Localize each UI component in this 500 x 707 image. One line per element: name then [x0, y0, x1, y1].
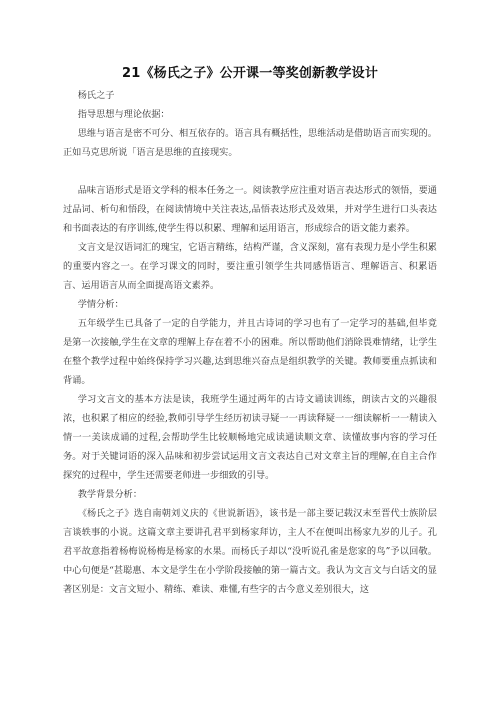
section-heading: 指导思想与理论依据： [77, 109, 170, 120]
paragraph: 五年级学生已具备了一定的自学能力，并且古诗词的学习也有了一定学习的基础,但毕竟是第一次接触,学生在文章的理解上存在着不小的困难。所以帮助他们消除畏难情绪，让学生在整个教学过程中始终保持学习兴趣,达到思维兴奋点是组织教学的关键。教师要重点抓读和背诵。 [63, 318, 437, 386]
paragraph-gap [63, 162, 437, 181]
section-heading: 杨氏之子 [77, 90, 115, 101]
paragraph: 思维与语言是密不可分、相互依存的。语言具有概括性，思维活动是借助语言而实现的。正如马克思所说「语言是思维的直接现实。 [63, 128, 437, 158]
paragraph: 文言文是汉语词汇的瑰宝，它语言精练，结构严谨，含义深刻，富有表现力是小学生积累的重要内容之一。在学习课文的同时，要注重引领学生共同感悟语言、理解语言、积累语言、运用语言从而全面提高语文素养。 [63, 242, 437, 291]
paragraph: 学习文言文的基本方法是读，我班学生通过两年的古诗文诵读训练，朗读古文的兴趣很浓，也积累了相应的经验,教师引导学生经历初读寻疑一一再读释疑一一细读解析一一精读入情一一美读成诵的过程,会帮助学生比较顺畅地完成读通读顺文章、读懂故事内容的学习任务。对于关键词语的深入品味和初步尝试运用文言文表达自己对文章主旨的理解,在自主合作探究的过程中，学生还需要老师进一步细致的引导。 [63, 394, 437, 481]
paragraph: 品味言语形式是语文学科的根本任务之一。阅读教学应注重对语言表达形式的领悟，要通过品词、析句和悟段，在阅读情境中关注表达,品悟表达形式及效果，并对学生进行口头表达和书面表达的有序训练,使学生得以积累、理解和运用语言，形成综合的语文能力素养。 [63, 185, 437, 234]
section-heading: 学情分析： [77, 299, 124, 310]
paragraph: 《杨氏之子》选自南朝刘义庆的《世说新语》，该书是一部主要记载汉末至晋代士族阶层言谈轶事的小说。这篇文章主要讲孔君平到杨家拜访，主人不在便叫出杨家九岁的儿子。孔君平故意指着杨梅说杨梅是杨家的水果。而杨氏子却以“没听说孔雀是您家的鸟”予以回敬。中心句便是“甚聪惠、本文是学生在小学阶段接触的第一篇古文。我认为文言文与白话文的显著区别是：文言文短小、精练、难读、难懂,有些字的古今意义差别很大，这 [63, 508, 437, 595]
section-heading: 教学背景分析： [77, 489, 143, 500]
document-body [63, 86, 437, 599]
page-title: 21《杨氏之子》公开课一等奖创新教学设计 [121, 66, 379, 81]
